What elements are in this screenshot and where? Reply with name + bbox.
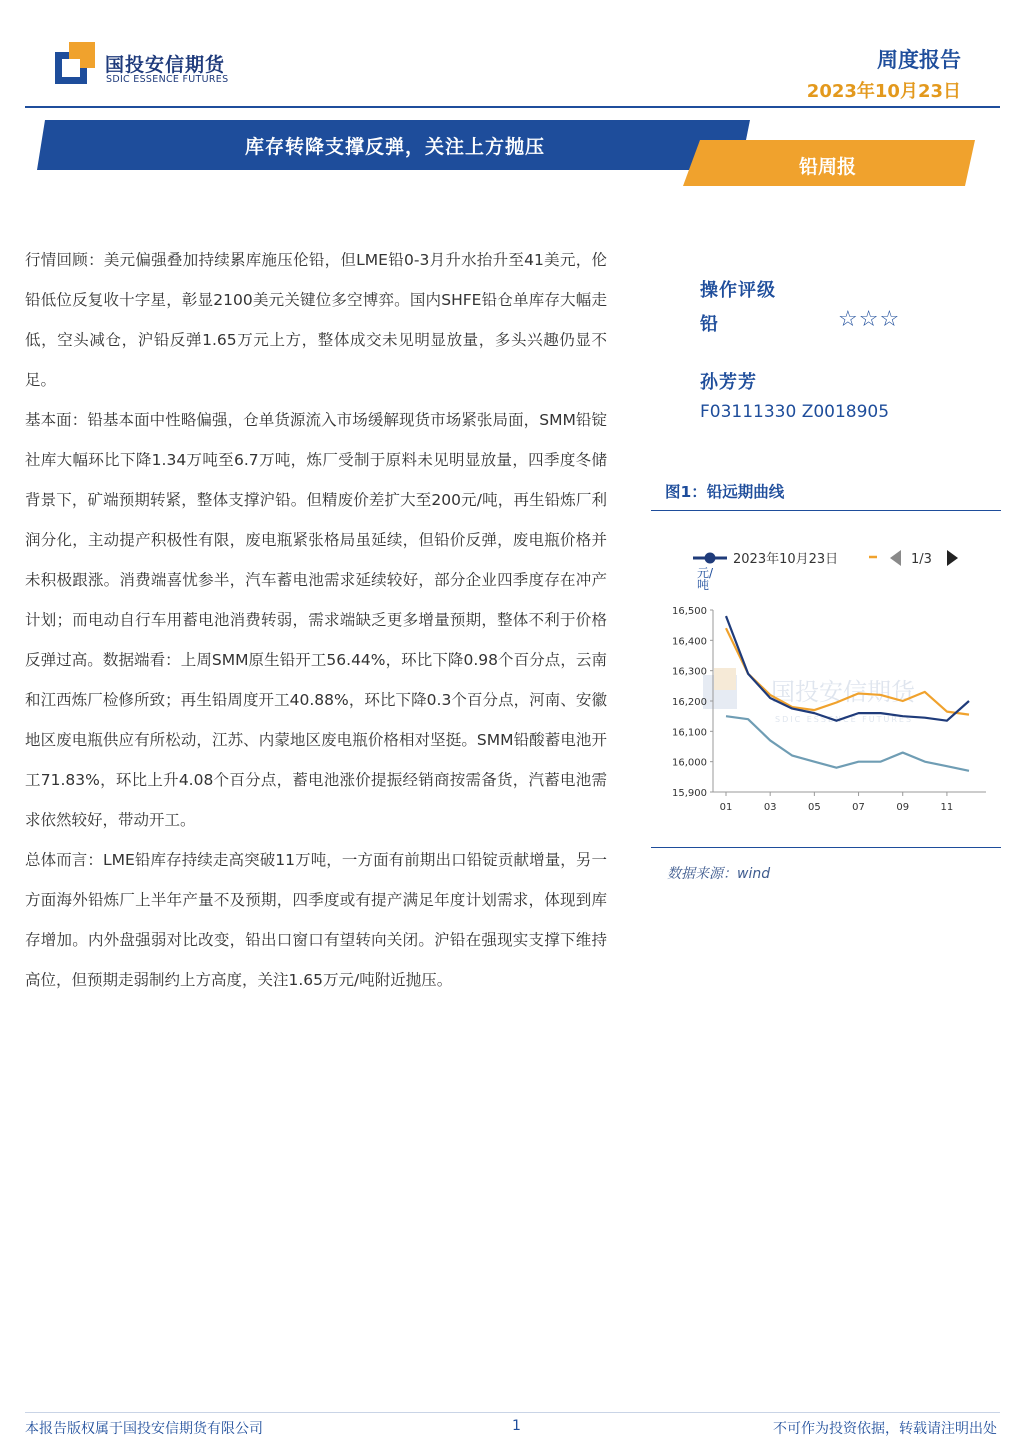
page-number: 1	[512, 1418, 521, 1434]
figure-title: 图1：铅远期曲线	[665, 483, 785, 501]
figure-top-rule	[651, 510, 1001, 511]
y-axis-unit-char1: 元/	[697, 566, 714, 580]
report-body	[25, 240, 607, 1000]
legend-series1-label: 2023年10月23日	[733, 552, 839, 567]
legend-page-indicator: 1/3	[911, 552, 932, 567]
footer-disclaimer: 不可作为投资依据，转载请注明出处	[773, 1421, 997, 1437]
x-tick-label: 11	[940, 802, 954, 813]
y-tick-label: 16,100	[672, 727, 707, 739]
y-axis-unit-char2: 吨	[697, 578, 710, 592]
rating-stars-icon: ☆☆☆	[838, 307, 901, 332]
x-tick-label: 09	[896, 802, 910, 813]
legend-prev-page-icon[interactable]	[890, 550, 901, 566]
chart-watermark-en: SDIC ESSENCE FUTURES	[775, 715, 914, 724]
logo-mark-icon	[55, 42, 97, 84]
fundamentals-paragraph: 基本面：铅基本面中性略偏强，仓单货源流入市场缓解现货市场紧张局面，SMM铅锭社库大幅环比下降1.34万吨至6.7万吨，炼厂受制于原料未见明显放量，四季度冬储背景下，矿端预期转紧，整体支撑沪铅。但精废价差扩大至200元/吨，再生铅炼厂利润分化，主动提产积极性有限，废电瓶紧张格局虽延续，但铅价反弹，废电瓶价格并未积极跟涨。消费端喜忧参半，汽车蓄电池需求延续较好，部分企业四季度存在冲产计划；而电动自行车用蓄电池消费转弱，需求端缺乏更多增量预期，整体不利于价格反弹过高。数据端看：上周SMM原生铅开工56.44%，环比下降0.98个百分点，云南和江西炼厂检修所致；再生铅周度开工40.88%，环比下降0.3个百分点，河南、安徽地区废电瓶供应有所松动，江苏、内蒙地区废电瓶价格相对坚挺。SMM铅酸蓄电池开工71.83%，环比上升4.08个百分点，蓄电池涨价提振经销商按需备货，汽蓄电池需求依然较好，带动开工。	[25, 411, 607, 829]
company-logo-name: 国投安信期货	[105, 54, 226, 76]
footer-divider	[25, 1412, 1000, 1413]
y-axis-unit	[697, 566, 717, 592]
footer-copyright: 本报告版权属于国投安信期货有限公司	[25, 1421, 263, 1437]
y-tick-label: 15,900	[672, 788, 707, 799]
rating-commodity: 铅	[700, 314, 718, 335]
company-logo-english: SDIC ESSENCE FUTURES	[106, 74, 229, 85]
y-tick-label: 16,400	[672, 636, 707, 648]
rating-label: 操作评级	[700, 280, 776, 301]
report-category-tag: 铅周报	[798, 156, 856, 178]
y-tick-label: 16,200	[672, 697, 707, 708]
x-tick-labels	[720, 792, 954, 813]
x-tick-label: 07	[852, 802, 865, 813]
analyst-name: 孙芳芳	[700, 372, 757, 393]
legend-series1-marker	[705, 553, 716, 564]
chart-watermark: 国投安信期货	[771, 678, 915, 706]
report-type: 周度报告	[877, 48, 961, 72]
report-date: 2023年10月23日	[806, 81, 961, 102]
report-headline: 库存转降支撑反弹，关注上方抛压	[244, 136, 545, 158]
x-tick-label: 05	[807, 802, 821, 813]
y-tick-labels	[672, 606, 713, 799]
y-tick-label: 16,000	[672, 757, 707, 769]
market-review-paragraph: 行情回顾：美元偏强叠加持续累库施压伦铅，但LME铅0-3月升水抬升至41美元，伦铅低位反复收十字星，彰显2100美元关键位多空博弈。国内SHFE铅仓单库存大幅走低，空头减仓，沪铅反弹1.65万元上方，整体成交未见明显放量，多头兴趣仍显不足。	[25, 251, 607, 389]
y-tick-label: 16,500	[672, 606, 707, 617]
y-tick-label: 16,300	[672, 666, 707, 678]
analyst-license-ids: F03111330 Z0018905	[700, 402, 890, 422]
legend-next-page-icon[interactable]	[947, 550, 958, 566]
header-divider	[25, 106, 1000, 108]
series-line-3	[726, 716, 969, 771]
lead-forward-curve-chart	[651, 540, 1001, 840]
x-tick-label: 03	[763, 802, 777, 813]
summary-paragraph: 总体而言：LME铅库存持续走高突破11万吨，一方面有前期出口铅锭贡献增量，另一方面海外铅炼厂上半年产量不及预期，四季度或有提产满足年度计划需求，体现到库存增加。内外盘强弱对比改变，铅出口窗口有望转向关闭。沪铅在强现实支撑下维持高位，但预期走弱制约上方高度，关注1.65万元/吨附近抛压。	[25, 851, 607, 989]
watermark-logo-accent	[714, 668, 736, 690]
data-source: 数据来源：wind	[667, 866, 771, 882]
x-tick-label: 01	[719, 802, 733, 813]
figure-bottom-rule	[651, 847, 1001, 848]
